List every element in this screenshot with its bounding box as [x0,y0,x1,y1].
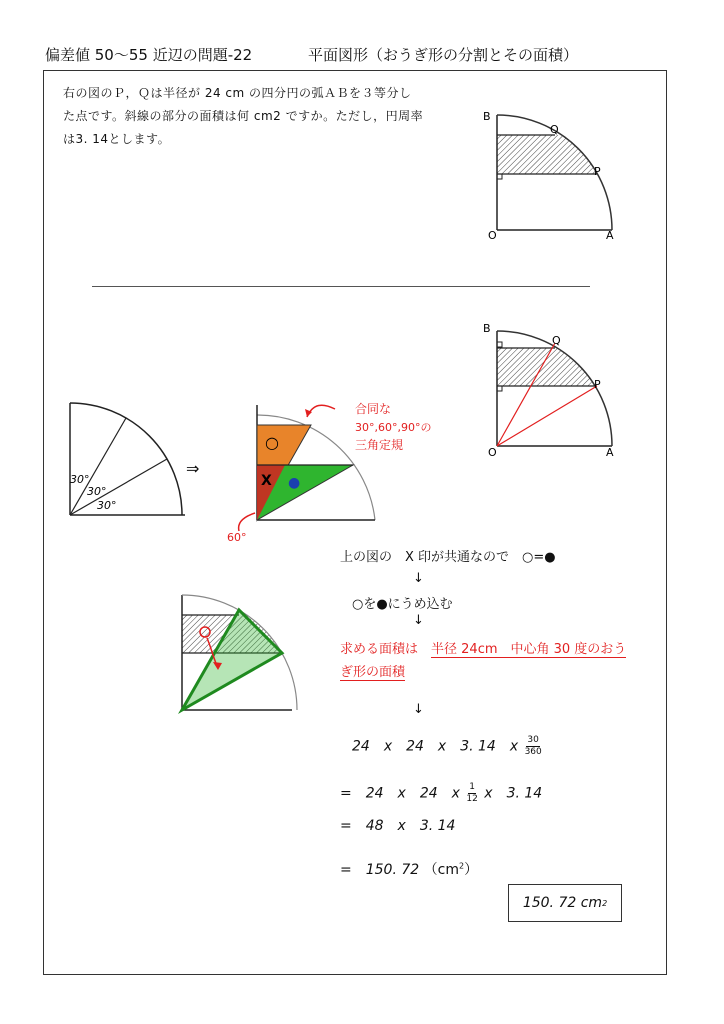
angle-label: 30° [97,499,117,512]
label-p: P [594,165,601,178]
numerator: 1 [469,782,475,792]
dot-mark: ● [288,475,301,491]
sketch-colored-triangles [225,395,455,545]
calc-1-prefix: 24 x 24 x 3. 14 x [352,738,519,755]
x-mark: X [261,473,272,489]
answer-box [508,884,622,922]
angle-60-label: 60° [227,531,247,544]
label-q: Q [550,123,559,136]
congruent-note-1: 合同な [355,402,392,416]
calc-line-1 [352,735,544,758]
label-b: B [483,110,491,123]
sketch-hatched-green [172,590,302,715]
problem-figure [480,105,630,240]
label-p: P [594,378,601,391]
label-o: O [488,446,497,458]
problem-line-1: 右の図のＰ，Ｑは半径が 24 cm の四分円の弧ＡＢを３等分し [63,86,412,100]
congruent-note-2: 30°,60°,90°の [355,421,432,434]
denominator: 12 [466,794,478,804]
step-3-line-2 [340,661,405,680]
calc-2-suffix: x 3. 14 [484,785,543,802]
calc-2-prefix: = 24 x 24 x [340,785,460,802]
answer-value: 150. 72 cm [522,895,603,911]
down-arrow: ↓ [413,702,424,717]
implies-arrow: ⇒ [186,459,200,478]
solution-figure-red-lines [480,318,630,458]
section-divider [92,286,590,287]
calc-4-value: = 150. 72 [340,862,420,878]
step-3-underlined-2: ぎ形の面積 [340,665,406,680]
red-line-op [497,386,597,446]
calc-line-4 [340,859,478,879]
step-3-lead: 求める面積は [340,642,432,657]
answer-sup: 2 [602,898,608,908]
calc-4-unit: $(cm^2)$ [423,861,479,878]
step-3-line-1 [340,638,626,657]
step-1: 上の図の X 印が共通なので ○=● [340,550,556,565]
label-o: O [488,229,497,240]
problem-line-3: は3. 14とします。 [63,132,171,146]
circle-mark: ○ [265,433,279,452]
down-arrow: ↓ [413,613,424,628]
header-title-left: 偏差値 50〜55 近辺の問題-22 [45,46,253,64]
header-title-right: 平面図形（おうぎ形の分割とその面積） [308,46,579,64]
congruent-note-3: 三角定規 [355,438,404,452]
problem-line-2: た点です。斜線の部分の面積は何 cm2 ですか。ただし，円周率 [63,109,424,123]
label-b: B [483,322,491,335]
denominator: 360 [524,747,542,757]
numerator: 30 [527,735,539,745]
down-arrow: ↓ [413,571,424,586]
label-q: Q [552,334,561,347]
step-2: ○を●にうめ込む [352,597,453,612]
label-a: A [606,229,614,240]
label-a: A [606,446,614,458]
calc-line-2 [340,782,542,805]
angle-label: 30° [87,485,107,498]
step-3-underlined-1: 半径 24cm 中心角 30 度のおう [431,642,627,657]
angle-label: 30° [70,473,90,486]
fraction-1-12 [466,782,477,805]
fraction-30-360 [525,735,542,758]
calc-line-3: = 48 x 3. 14 [340,818,456,834]
sketch-quarter-circle [60,395,195,525]
